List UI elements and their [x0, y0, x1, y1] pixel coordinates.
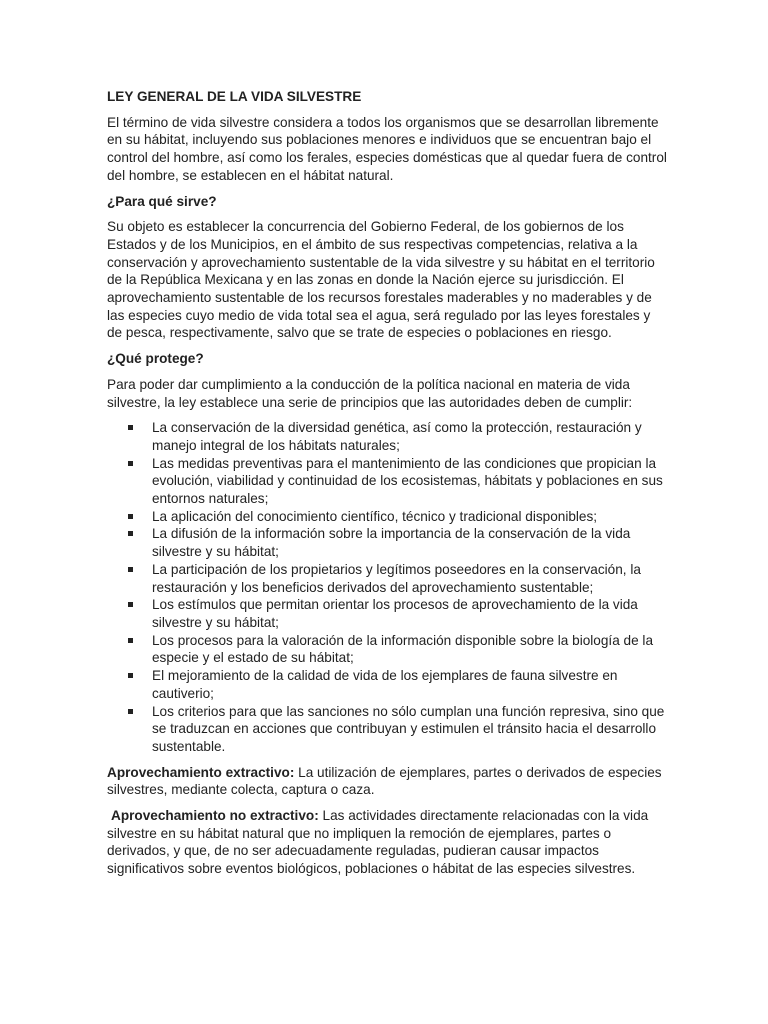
list-item	[107, 455, 667, 508]
square-bullet-icon	[128, 602, 133, 607]
square-bullet-icon	[128, 638, 133, 643]
intro-paragraph: El término de vida silvestre considera a todos los organismos que se desarrollan libremente en su hábitat, incluyendo sus poblaciones menores e individuos que se encuentran bajo el control del hombre, así como los ferales, especies domésticas que al quedar fuera de control del hombre, se establecen en el hábitat natural.	[107, 114, 667, 183]
list-item-text: La difusión de la información sobre la importancia de la conservación de la vida silvestre y su hábitat;	[152, 526, 631, 560]
list-item	[107, 632, 667, 667]
document-page	[107, 88, 667, 886]
square-bullet-icon	[128, 709, 133, 714]
square-bullet-icon	[128, 425, 133, 430]
list-item-text: La participación de los propietarios y legítimos poseedores en la conservación, la restauración y los beneficios derivados del aprovechamiento sustentable;	[152, 561, 641, 595]
list-item	[107, 667, 667, 702]
purpose-paragraph: Su objeto es establecer la concurrencia del Gobierno Federal, de los gobiernos de los Estados y de los Municipios, en el ámbito de sus respectivas competencias, relativa a la conservación y aprovechamiento sustentable de la vida silvestre y su hábitat en el territorio de la República Mexicana y en las zonas en donde la Nación ejerce su jurisdicción. El aprovechamiento sustentable de los recursos forestales maderables y no maderables y de las especies cuyo medio de vida total sea el agua, será regulado por las leyes forestales y de pesca, respectivamente, salvo que se trate de especies o poblaciones en riesgo.	[107, 219, 655, 341]
principles-list	[107, 419, 667, 755]
definition-text: La utilización de ejemplares, partes o derivados de especies silvestres, mediante colecta, captura o caza.	[107, 764, 662, 798]
list-item-text: Los criterios para que las sanciones no sólo cumplan una función represiva, sino que se traduzcan en acciones que contribuyan y estimulen el tránsito hacia el desarrollo sustentable.	[152, 703, 665, 754]
list-item	[107, 703, 667, 756]
square-bullet-icon	[128, 531, 133, 536]
list-item-text: Los procesos para la valoración de la información disponible sobre la biología de la especie y el estado de su hábitat;	[152, 632, 654, 666]
definition-term: Aprovechamiento extractivo:	[107, 764, 295, 780]
list-item-text: Los estímulos que permitan orientar los procesos de aprovechamiento de la vida silvestre y su hábitat;	[152, 597, 638, 630]
section-heading-para-que-sirve: ¿Para qué sirve?	[107, 193, 217, 209]
definition-term: Aprovechamiento no extractivo:	[111, 808, 319, 824]
list-item-text: Las medidas preventivas para el mantenimiento de las condiciones que propician la evolución, viabilidad y continuidad de los ecosistemas, hábitats y poblaciones en sus entornos naturales;	[152, 455, 663, 507]
definition-text: Las actividades directamente relacionadas con la vida silvestre en su hábitat natural que no impliquen la remoción de ejemplares, partes o derivados, y que, de no ser adecuadamente reguladas, pudieran causar impactos significativos sobre eventos biológicos, poblaciones o hábitat de las especies silvestres.	[107, 808, 649, 877]
list-item	[107, 561, 667, 596]
list-item-text: La conservación de la diversidad genética, así como la protección, restauración y manejo integral de los hábitats naturales;	[152, 420, 642, 453]
square-bullet-icon	[128, 673, 133, 678]
list-item-text: El mejoramiento de la calidad de vida de los ejemplares de fauna silvestre en cautiverio;	[152, 668, 618, 701]
definition-extractive	[107, 764, 667, 799]
square-bullet-icon	[128, 567, 133, 572]
list-item	[107, 525, 667, 560]
list-item	[107, 508, 667, 526]
definition-non-extractive	[107, 807, 667, 878]
principles-intro-paragraph: Para poder dar cumplimiento a la conducción de la política nacional en materia de vida silvestre, la ley establece una serie de principios que las autoridades deben de cumplir:	[107, 376, 633, 410]
section-heading-que-protege: ¿Qué protege?	[107, 351, 204, 367]
list-item-text: La aplicación del conocimiento científico, técnico y tradicional disponibles;	[152, 508, 598, 524]
list-item	[107, 596, 667, 631]
square-bullet-icon	[128, 461, 133, 466]
document-title: LEY GENERAL DE LA VIDA SILVESTRE	[107, 89, 362, 104]
square-bullet-icon	[128, 514, 133, 519]
list-item	[107, 419, 667, 454]
